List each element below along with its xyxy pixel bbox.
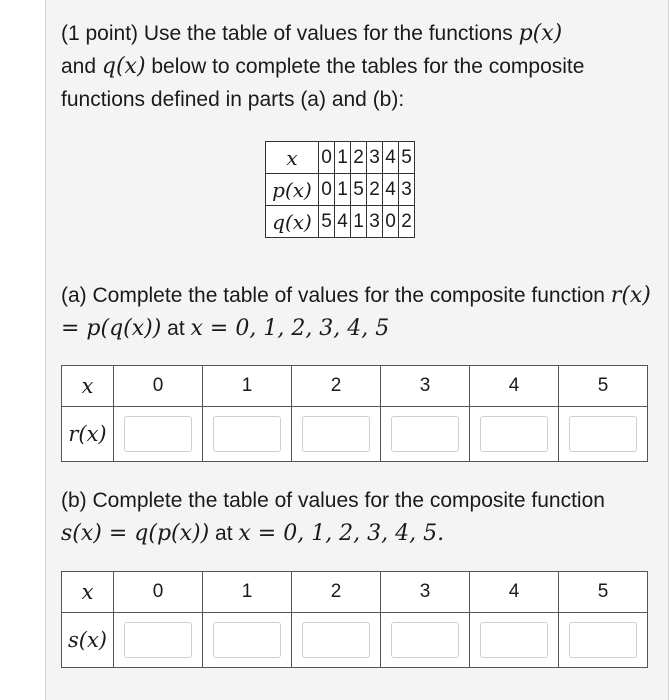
given-x-cell: 5 <box>399 142 415 174</box>
r-of-1-input[interactable] <box>213 416 281 452</box>
given-q-cell: 4 <box>335 206 351 238</box>
function-q-name: q(x) <box>101 54 146 79</box>
part-a-col-header: 3 <box>381 366 470 407</box>
part-a-cell <box>292 407 381 462</box>
given-p-cell: 4 <box>383 174 399 206</box>
part-a-cell <box>114 407 203 462</box>
part-b-cell <box>292 613 381 668</box>
part-a-answer-table <box>61 365 648 462</box>
given-x-label: x <box>266 142 319 174</box>
part-b-col-header: 5 <box>559 572 648 613</box>
part-a-cell <box>381 407 470 462</box>
problem-intro <box>61 17 651 116</box>
part-b-answer-table <box>61 571 648 668</box>
given-q-label: q(x) <box>266 206 319 238</box>
part-b-x-values: x = 0, 1, 2, 3, 4, 5 <box>238 521 438 546</box>
s-of-3-input[interactable] <box>391 622 459 658</box>
part-a-col-header: 0 <box>114 366 203 407</box>
given-q-cell: 5 <box>319 206 335 238</box>
given-x-cell: 0 <box>319 142 335 174</box>
given-p-cell: 1 <box>335 174 351 206</box>
part-b-cell <box>114 613 203 668</box>
given-p-cell: 2 <box>367 174 383 206</box>
given-x-cell: 1 <box>335 142 351 174</box>
given-x-cell: 2 <box>351 142 367 174</box>
r-of-5-input[interactable] <box>569 416 637 452</box>
given-p-label: p(x) <box>266 174 319 206</box>
part-b-header-row <box>62 572 648 613</box>
part-b-col-header: 3 <box>381 572 470 613</box>
part-a-x-values: x = 0, 1, 2, 3, 4, 5 <box>190 316 390 341</box>
part-a-x-label: x <box>62 366 114 407</box>
part-a-col-header: 5 <box>559 366 648 407</box>
given-p-cell: 5 <box>351 174 367 206</box>
given-q-cell: 2 <box>399 206 415 238</box>
s-of-5-input[interactable] <box>569 622 637 658</box>
part-b-cell <box>470 613 559 668</box>
part-a-cell <box>559 407 648 462</box>
part-a-cell <box>203 407 292 462</box>
function-p-name: p(x) <box>518 21 563 46</box>
part-b-end: . <box>437 521 445 546</box>
intro-lead: (1 point) Use the table of values for the functions <box>61 22 519 45</box>
given-p-cell: 3 <box>399 174 415 206</box>
part-a-header-row <box>62 366 648 407</box>
given-row-p <box>266 174 415 206</box>
part-a-input-row <box>62 407 648 462</box>
part-b-col-header: 0 <box>114 572 203 613</box>
r-of-2-input[interactable] <box>302 416 370 452</box>
part-b-function: s(x) = q(p(x)) <box>61 521 210 546</box>
given-q-cell: 1 <box>351 206 367 238</box>
intro-rest: below to complete the tables for the composite functions defined in parts (a) and (b): <box>61 55 585 111</box>
part-a-at: at <box>161 317 191 340</box>
s-of-0-input[interactable] <box>124 622 192 658</box>
given-q-cell: 3 <box>367 206 383 238</box>
part-b-cell <box>381 613 470 668</box>
part-b-cell <box>203 613 292 668</box>
part-b-col-header: 2 <box>292 572 381 613</box>
r-of-4-input[interactable] <box>480 416 548 452</box>
s-of-1-input[interactable] <box>213 622 281 658</box>
given-row-x <box>266 142 415 174</box>
part-b-x-label: x <box>62 572 114 613</box>
s-of-2-input[interactable] <box>302 622 370 658</box>
given-q-cell: 0 <box>383 206 399 238</box>
r-of-3-input[interactable] <box>391 416 459 452</box>
part-b-input-row <box>62 613 648 668</box>
part-a-col-header: 1 <box>203 366 292 407</box>
given-row-q <box>266 206 415 238</box>
part-a-cell <box>470 407 559 462</box>
part-a-function: r(x) = p(q(x)) <box>61 283 651 341</box>
given-x-cell: 3 <box>367 142 383 174</box>
part-b-col-header: 4 <box>470 572 559 613</box>
part-a-col-header: 4 <box>470 366 559 407</box>
intro-and: and <box>61 55 102 78</box>
part-b-at: at <box>209 522 239 545</box>
part-b-prompt <box>61 484 651 550</box>
given-values-table <box>265 141 415 238</box>
s-of-4-input[interactable] <box>480 622 548 658</box>
part-a-col-header: 2 <box>292 366 381 407</box>
given-p-cell: 0 <box>319 174 335 206</box>
part-a-row-label: r(x) <box>62 407 114 462</box>
part-b-col-header: 1 <box>203 572 292 613</box>
part-b-lead: (b) Complete the table of values for the composite function <box>61 489 605 512</box>
part-b-row-label: s(x) <box>62 613 114 668</box>
given-x-cell: 4 <box>383 142 399 174</box>
part-b-cell <box>559 613 648 668</box>
part-a-lead: (a) Complete the table of values for the composite function <box>61 284 611 307</box>
r-of-0-input[interactable] <box>124 416 192 452</box>
part-a-prompt <box>61 279 651 345</box>
